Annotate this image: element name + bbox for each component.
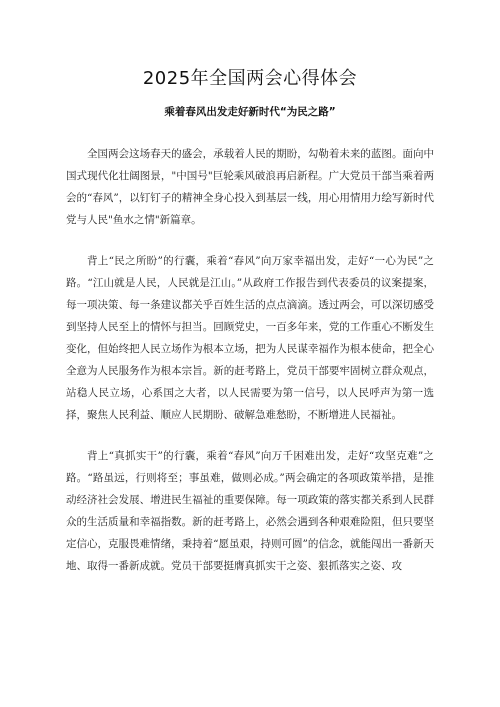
paragraph: 全国两会这场春天的盛会，承载着人民的期盼，勾勒着未来的蓝图。面向中国式现代化壮阔图景，"中国号"巨轮乘风破浪再启新程。广大党员干部当乘着两会的“春风”，以钉钉子的精神全身心投入到基层一线，用心用情用力绘写新时代党与人民"鱼水之情"新篇章。 (66, 148, 434, 226)
document-title: 2025年全国两会心得体会 (142, 68, 358, 89)
paragraph: 背上“民之所盼”的行囊，乘着“春风”向万家幸福出发，走好“一心为民”之路。“江山就是人民，人民就是江山。”从政府工作报告到代表委员的议案提案，每一项决策、每一条建议都关乎百姓生活的点点滴滴。透过两会，可以深切感受到坚持人民至上的情怀与担当。回顾党史，一百多年来，党的工作重心不断发生变化，但始终把人民立场作为根本立场，把为人民谋幸福作为根本使命，把全心全意为人民服务作为根本宗旨。新的赶考路上，党员干部要牢固树立群众观点，站稳人民立场，心系国之大者，以人民需要为第一信号，以人民呼声为第一选择，聚焦人民利益、顺应人民期盼、破解急难愁盼，不断增进人民福祉。 (66, 255, 434, 421)
document-subtitle: 乘着春风出发走好新时代“为民之路” (164, 106, 336, 118)
paragraph: 背上“真抓实干”的行囊，乘着“春风”向万千困难出发，走好“攻坚克难”之路。“路虽远，行则将至；事虽难，做则必成。”两会确定的各项政策举措，是推动经济社会发展、增进民生福祉的重要保障。每一项政策的落实都关系到人民群众的生活质量和幸福指数。新的赶考路上，必然会遇到各种艰难险阻，但只要坚定信心，克服畏难情绪，秉持着“愿虽艰，持则可圆”的信念，就能闯出一番新天地、取得一番新成就。党员干部要挺膺真抓实干之姿、狠抓落实之姿、攻 (66, 450, 434, 572)
document-body (66, 143, 434, 577)
